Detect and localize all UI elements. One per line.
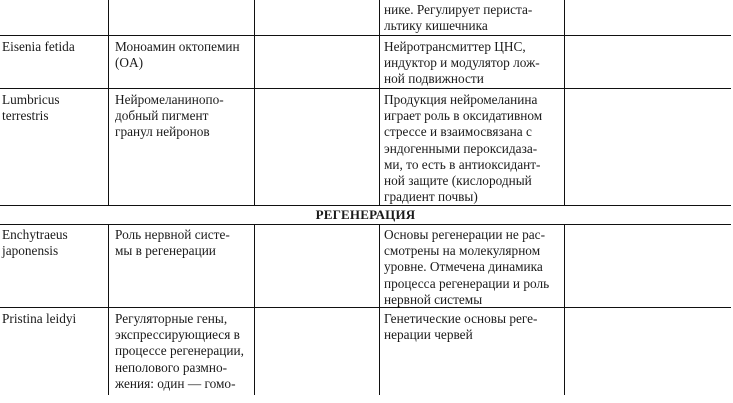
text-line: экспрессирующиеся в: [115, 327, 240, 343]
text-line: индуктор и модулятор лож-: [384, 55, 540, 71]
text-line: стрессе и взаимосвязана с: [384, 124, 532, 140]
table-cell-function: [384, 311, 538, 343]
text-line: Продукция нейромеланина: [384, 92, 538, 107]
section-heading: РЕГЕНЕРАЦИЯ: [315, 207, 416, 222]
table-cell-organism: [2, 227, 68, 259]
column-divider: [108, 224, 109, 395]
row-divider: [0, 205, 731, 206]
text-line: мы в регенерации: [115, 243, 216, 259]
text-line: смотрены на молекулярном: [384, 243, 541, 259]
text-line: нике. Регулирует периста-: [384, 2, 533, 17]
table-cell-subject: [115, 311, 244, 392]
text-line: ми, то есть в антиоксидант-: [384, 156, 541, 172]
table-cell-subject: [115, 92, 224, 141]
table-cell-function: [384, 2, 532, 34]
text-line: процессе регенерации,: [115, 343, 244, 359]
text-line: Моноамин октопемин: [115, 39, 240, 54]
text-line: ной подвижности: [384, 71, 484, 87]
table-cell-subject: [115, 39, 240, 71]
row-divider: [0, 35, 731, 36]
text-line: Нейромеланинопо-: [115, 92, 224, 107]
table-cell-subject: [115, 227, 230, 259]
column-divider: [379, 224, 380, 395]
text-line: жения: один — гомо-: [115, 375, 236, 391]
text-line: неполового размно-: [115, 359, 228, 375]
text-line: гранул нейронов: [115, 124, 210, 140]
text-line: процесса регенерации и роль: [384, 275, 550, 291]
text-line: Eisenia fetida: [2, 39, 75, 54]
column-divider: [564, 224, 565, 395]
text-line: (OA): [115, 55, 144, 71]
text-line: играет роль в оксидативном: [384, 108, 543, 124]
text-line: Нейротрансмиттер ЦНС,: [384, 39, 526, 54]
table-cell-organism: [2, 92, 60, 124]
table-cell-organism: [2, 311, 76, 327]
text-line: эндогенными пероксидаза-: [384, 140, 538, 156]
row-divider: [0, 307, 731, 308]
column-divider: [254, 224, 255, 395]
column-divider: [108, 0, 109, 205]
text-line: добный пигмент: [115, 108, 209, 124]
text-line: нерации червей: [384, 327, 473, 343]
text-line: ной защите (кислородный: [384, 173, 532, 189]
text-line: Pristina leidyi: [2, 311, 77, 326]
text-line: terrestris: [2, 108, 49, 124]
text-line: Роль нервной систе-: [115, 227, 230, 242]
text-line: Регуляторные гены,: [115, 311, 228, 326]
text-line: нервной системы: [384, 291, 483, 307]
text-line: Генетические основы реге-: [384, 311, 538, 326]
text-line: уровне. Отмечена динамика: [384, 259, 543, 275]
text-line: japonensis: [2, 243, 59, 259]
table-cell-function: [384, 227, 549, 308]
row-divider: [0, 88, 731, 89]
column-divider: [564, 0, 565, 205]
column-divider: [254, 0, 255, 205]
row-divider: [0, 224, 731, 225]
text-line: льтику кишечника: [384, 18, 488, 34]
text-line: градиент почвы): [384, 189, 478, 205]
table-cell-function: [384, 39, 540, 88]
table-cell-organism: [2, 39, 75, 55]
column-divider: [379, 0, 380, 205]
text-line: Enchytraeus: [2, 227, 68, 242]
text-line: Lumbricus: [2, 92, 60, 107]
table-cell-function: [384, 92, 542, 205]
text-line: Основы регенерации не рас-: [384, 227, 545, 242]
